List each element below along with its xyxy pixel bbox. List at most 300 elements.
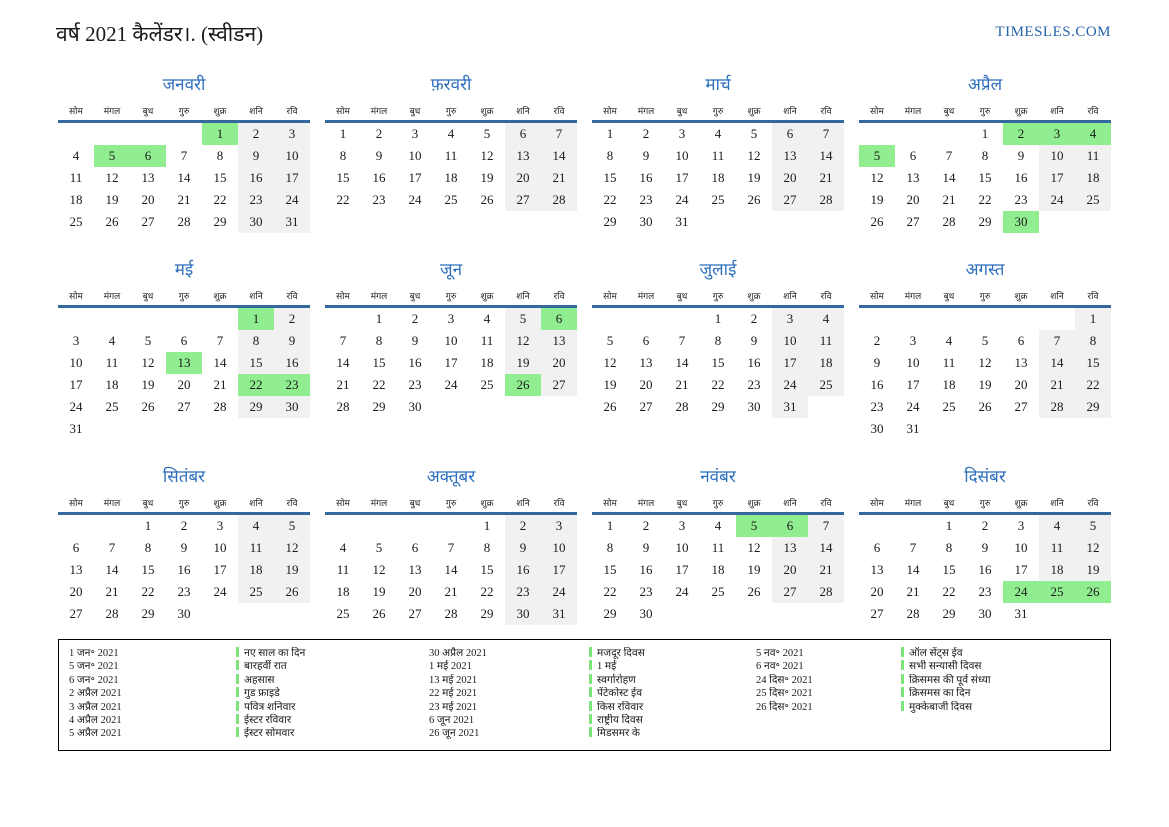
- day-cell: 26: [978, 399, 992, 414]
- day-cell: 13: [408, 562, 422, 577]
- day-cell: 30: [238, 211, 274, 233]
- holiday-marker-icon: [901, 701, 904, 711]
- day-cell: [202, 418, 238, 440]
- day-cell: 10: [274, 145, 310, 167]
- day-cell: 5: [144, 333, 152, 348]
- legend-holiday-name: ईस्टर रविवार: [244, 714, 292, 726]
- day-cell: 10: [1014, 540, 1028, 555]
- day-cell: 6: [130, 145, 166, 167]
- day-cell: 3: [72, 333, 80, 348]
- day-cell: 8: [216, 148, 224, 163]
- month-calendar: [592, 464, 844, 625]
- weekday-header-row: [592, 289, 844, 308]
- month-calendar: [325, 72, 577, 211]
- day-cell: [859, 123, 895, 145]
- day-cell: 25: [1039, 581, 1075, 603]
- day-cell: 23: [747, 377, 761, 392]
- weekday-label: मंगल: [637, 498, 655, 508]
- day-cell: 15: [238, 352, 274, 374]
- day-cell: 20: [408, 584, 422, 599]
- day-cell: 12: [747, 540, 761, 555]
- day-cell: 13: [1014, 355, 1028, 370]
- day-cell: 6: [1017, 333, 1025, 348]
- day-cell: 13: [870, 562, 884, 577]
- day-cell: 7: [945, 148, 953, 163]
- day-cell: [700, 603, 736, 625]
- day-cell: 19: [1075, 559, 1111, 581]
- weekday-label: रवि: [286, 291, 298, 301]
- day-cell: 22: [603, 192, 617, 207]
- weekday-label: बुध: [142, 291, 154, 301]
- legend-date: 6 जन॰ 2021: [69, 674, 119, 686]
- day-cell: 23: [408, 377, 422, 392]
- weekday-label: रवि: [1087, 291, 1099, 301]
- weekday-label: बुध: [142, 498, 154, 508]
- day-cell: 9: [873, 355, 881, 370]
- day-cell: [433, 396, 469, 418]
- weekday-label: मंगल: [370, 106, 388, 116]
- day-cell: [130, 418, 166, 440]
- day-cell: 21: [336, 377, 350, 392]
- legend-holiday-name: अहसास: [244, 674, 275, 686]
- day-cell: [58, 308, 94, 330]
- day-cell: 31: [274, 211, 310, 233]
- day-cell: 19: [978, 377, 992, 392]
- day-cell: 2: [981, 518, 989, 533]
- day-cell: [1039, 418, 1075, 440]
- day-cell: 6: [180, 333, 188, 348]
- day-cell: 10: [906, 355, 920, 370]
- day-cell: 31: [69, 421, 83, 436]
- day-cell: 5: [736, 515, 772, 537]
- weekday-label: मंगल: [904, 498, 922, 508]
- day-cell: 14: [808, 145, 844, 167]
- day-cell: 21: [808, 167, 844, 189]
- day-cell: 8: [483, 540, 491, 555]
- legend-holiday-name: किस रविवार: [597, 701, 644, 713]
- day-cell: 24: [906, 399, 920, 414]
- day-cell: 7: [678, 333, 686, 348]
- day-cell: [94, 418, 130, 440]
- day-cell: 20: [639, 377, 653, 392]
- holiday-marker-icon: [589, 727, 592, 737]
- day-cell: 12: [505, 330, 541, 352]
- weekday-label: सोम: [69, 106, 83, 116]
- legend-date: 23 मई 2021: [429, 701, 478, 713]
- month-title: जुलाई: [699, 260, 737, 279]
- month-calendar: [325, 257, 577, 418]
- day-cell: 13: [639, 355, 653, 370]
- day-cell: 27: [639, 399, 653, 414]
- holiday-marker-icon: [589, 674, 592, 684]
- day-cell: 13: [141, 170, 155, 185]
- day-cell: 28: [808, 189, 844, 211]
- day-cell: [967, 418, 1003, 440]
- weekday-label: बुध: [676, 291, 688, 301]
- day-cell: [664, 603, 700, 625]
- day-cell: 1: [945, 518, 953, 533]
- day-cell: 18: [444, 170, 458, 185]
- day-cell: 30: [177, 606, 191, 621]
- day-cell: 26: [747, 192, 761, 207]
- day-cell: 14: [675, 355, 689, 370]
- day-cell: 31: [541, 603, 577, 625]
- day-cell: 16: [372, 170, 386, 185]
- day-cell: [772, 603, 808, 625]
- day-cell: 5: [483, 126, 491, 141]
- weekday-label: सोम: [870, 106, 884, 116]
- day-cell: 26: [747, 584, 761, 599]
- legend-entry: [901, 687, 1110, 700]
- day-cell: 27: [69, 606, 83, 621]
- day-cell: 8: [144, 540, 152, 555]
- weekday-label: सोम: [603, 106, 617, 116]
- legend-holiday-name: क्रिसमस की पूर्व संध्या: [909, 674, 991, 686]
- day-cell: 4: [483, 311, 491, 326]
- day-cell: 22: [372, 377, 386, 392]
- legend-holiday-name: सभी सन्यासी दिवस: [909, 661, 982, 673]
- day-cell: 12: [978, 355, 992, 370]
- day-cell: 1: [339, 126, 347, 141]
- day-cell: 15: [603, 170, 617, 185]
- day-cell: [1075, 603, 1111, 625]
- day-cell: 13: [772, 145, 808, 167]
- holiday-marker-icon: [236, 660, 239, 670]
- day-cell: 23: [639, 584, 653, 599]
- day-cell: 22: [978, 192, 992, 207]
- weekday-label: शनि: [1050, 498, 1064, 508]
- weekday-label: सोम: [603, 498, 617, 508]
- weekday-label: रवि: [286, 498, 298, 508]
- day-cell: 23: [238, 189, 274, 211]
- day-cell: 13: [541, 330, 577, 352]
- weekday-header-row: [859, 104, 1111, 123]
- day-cell: 31: [1014, 606, 1028, 621]
- day-cell: 22: [141, 584, 155, 599]
- day-cell: [541, 396, 577, 418]
- day-cell: 4: [339, 540, 347, 555]
- weekday-label: शनि: [783, 106, 797, 116]
- day-cell: 19: [480, 170, 494, 185]
- day-cell: 6: [505, 123, 541, 145]
- day-cell: 11: [238, 537, 274, 559]
- brand-link[interactable]: TIMESLES.COM: [995, 24, 1111, 40]
- day-cell: 2: [642, 518, 650, 533]
- day-cell: 25: [444, 192, 458, 207]
- day-cell: 2: [750, 311, 758, 326]
- day-cell: 11: [942, 355, 956, 370]
- legend-holiday-name: ऑल सेंट्स ईव: [909, 648, 963, 659]
- day-cell: 8: [238, 330, 274, 352]
- day-cell: [895, 515, 931, 537]
- day-cell: 23: [274, 374, 310, 396]
- day-cell: [1039, 308, 1075, 330]
- weekday-label: गुरु: [178, 291, 190, 301]
- day-cell: 7: [541, 123, 577, 145]
- day-cell: 8: [606, 148, 614, 163]
- day-cell: 15: [1075, 352, 1111, 374]
- day-cell: [772, 211, 808, 233]
- day-cell: 22: [213, 192, 227, 207]
- legend-holiday-name: राष्ट्रीय दिवस: [597, 714, 643, 726]
- day-cell: 20: [772, 167, 808, 189]
- day-cell: 27: [505, 189, 541, 211]
- day-cell: [94, 123, 130, 145]
- month-days-grid: [592, 308, 844, 418]
- day-cell: 28: [177, 214, 191, 229]
- day-cell: 26: [274, 581, 310, 603]
- legend-name-column: [901, 647, 1110, 741]
- day-cell: [94, 308, 130, 330]
- day-cell: 20: [870, 584, 884, 599]
- day-cell: 30: [978, 606, 992, 621]
- day-cell: 10: [69, 355, 83, 370]
- holiday-marker-icon: [589, 701, 592, 711]
- day-cell: 17: [675, 562, 689, 577]
- day-cell: [166, 308, 202, 330]
- day-cell: [664, 308, 700, 330]
- day-cell: 26: [603, 399, 617, 414]
- day-cell: 7: [339, 333, 347, 348]
- day-cell: 2: [1003, 123, 1039, 145]
- day-cell: 12: [274, 537, 310, 559]
- weekday-header-row: [58, 496, 310, 515]
- day-cell: 27: [408, 606, 422, 621]
- legend-holiday-name: मिडसमर के: [597, 728, 640, 740]
- day-cell: 29: [711, 399, 725, 414]
- holiday-marker-icon: [236, 701, 239, 711]
- legend-entry: [589, 687, 756, 700]
- day-cell: 29: [141, 606, 155, 621]
- legend-holiday-name: ईस्टर सोमवार: [244, 728, 295, 740]
- day-cell: [58, 123, 94, 145]
- day-cell: [130, 308, 166, 330]
- legend-date: 6 जून 2021: [429, 714, 475, 726]
- day-cell: 20: [772, 559, 808, 581]
- day-cell: 12: [141, 355, 155, 370]
- weekday-label: शनि: [249, 106, 263, 116]
- legend-entry: [236, 660, 429, 673]
- day-cell: [1003, 308, 1039, 330]
- day-cell: 17: [274, 167, 310, 189]
- day-cell: 18: [711, 170, 725, 185]
- legend-holiday-name: नए साल का दिन: [244, 648, 306, 659]
- weekday-label: गुरु: [712, 498, 724, 508]
- month-calendar: [859, 464, 1111, 625]
- day-cell: 21: [177, 192, 191, 207]
- day-cell: 29: [238, 396, 274, 418]
- day-cell: 3: [678, 518, 686, 533]
- day-cell: 14: [336, 355, 350, 370]
- legend-entry: [901, 660, 1110, 673]
- legend-date: 1 जन॰ 2021: [69, 648, 119, 659]
- day-cell: 9: [1017, 148, 1025, 163]
- day-cell: 20: [69, 584, 83, 599]
- day-cell: [274, 418, 310, 440]
- day-cell: 24: [274, 189, 310, 211]
- day-cell: 3: [1017, 518, 1025, 533]
- day-cell: 2: [411, 311, 419, 326]
- day-cell: 7: [180, 148, 188, 163]
- day-cell: 27: [772, 189, 808, 211]
- weekday-label: रवि: [1087, 106, 1099, 116]
- day-cell: 16: [639, 170, 653, 185]
- weekday-label: गुरु: [445, 498, 457, 508]
- day-cell: 5: [274, 515, 310, 537]
- weekday-label: शनि: [783, 291, 797, 301]
- day-cell: 7: [447, 540, 455, 555]
- day-cell: 22: [238, 374, 274, 396]
- day-cell: [274, 603, 310, 625]
- day-cell: 15: [213, 170, 227, 185]
- day-cell: 17: [906, 377, 920, 392]
- weekday-label: रवि: [820, 106, 832, 116]
- day-cell: 4: [1039, 515, 1075, 537]
- day-cell: [325, 515, 361, 537]
- day-cell: 24: [213, 584, 227, 599]
- legend-entry: [236, 687, 429, 700]
- month-title: अक्तूबर: [426, 467, 476, 486]
- day-cell: 29: [942, 606, 956, 621]
- day-cell: 6: [909, 148, 917, 163]
- day-cell: 11: [711, 540, 725, 555]
- day-cell: [202, 308, 238, 330]
- weekday-label: सोम: [870, 291, 884, 301]
- day-cell: 5: [981, 333, 989, 348]
- day-cell: 18: [1039, 559, 1075, 581]
- day-cell: 11: [444, 148, 458, 163]
- weekday-label: गुरु: [445, 291, 457, 301]
- weekday-label: शुक्र: [480, 498, 494, 508]
- weekday-label: शनि: [516, 106, 530, 116]
- day-cell: 16: [1014, 170, 1028, 185]
- day-cell: 25: [942, 399, 956, 414]
- day-cell: 19: [603, 377, 617, 392]
- day-cell: [202, 603, 238, 625]
- day-cell: 17: [675, 170, 689, 185]
- holiday-marker-icon: [236, 727, 239, 737]
- day-cell: 9: [642, 540, 650, 555]
- legend-date-column: [429, 647, 589, 741]
- day-cell: 12: [870, 170, 884, 185]
- day-cell: [628, 308, 664, 330]
- weekday-label: गुरु: [979, 498, 991, 508]
- day-cell: 10: [675, 540, 689, 555]
- day-cell: 4: [1075, 123, 1111, 145]
- day-cell: [238, 418, 274, 440]
- weekday-label: गुरु: [178, 498, 190, 508]
- month-calendar: [58, 257, 310, 440]
- month-title: दिसंबर: [964, 467, 1006, 486]
- day-cell: 30: [274, 396, 310, 418]
- legend-entry: [236, 727, 429, 740]
- day-cell: 15: [978, 170, 992, 185]
- day-cell: [895, 308, 931, 330]
- holiday-marker-icon: [589, 687, 592, 697]
- day-cell: 26: [480, 192, 494, 207]
- day-cell: 28: [336, 399, 350, 414]
- day-cell: 10: [408, 148, 422, 163]
- day-cell: 23: [870, 399, 884, 414]
- day-cell: 25: [808, 374, 844, 396]
- day-cell: 16: [747, 355, 761, 370]
- day-cell: 3: [909, 333, 917, 348]
- day-cell: [433, 515, 469, 537]
- day-cell: 1: [202, 123, 238, 145]
- day-cell: 21: [541, 167, 577, 189]
- day-cell: 11: [480, 333, 494, 348]
- month-days-grid: [325, 123, 577, 211]
- legend-holiday-name: गुड फ्राइडे: [244, 688, 280, 700]
- weekday-header-row: [325, 496, 577, 515]
- weekday-label: गुरु: [445, 106, 457, 116]
- weekday-label: सोम: [603, 291, 617, 301]
- weekday-label: बुध: [409, 498, 421, 508]
- month-calendar: [859, 72, 1111, 233]
- day-cell: [94, 515, 130, 537]
- month-days-grid: [859, 123, 1111, 233]
- holiday-marker-icon: [589, 714, 592, 724]
- day-cell: 10: [772, 330, 808, 352]
- day-cell: 14: [177, 170, 191, 185]
- day-cell: 26: [1075, 581, 1111, 603]
- weekday-label: मंगल: [904, 106, 922, 116]
- day-cell: 6: [772, 123, 808, 145]
- month-title: जून: [439, 260, 463, 279]
- day-cell: 14: [808, 537, 844, 559]
- day-cell: 11: [1075, 145, 1111, 167]
- day-cell: 31: [772, 396, 808, 418]
- weekday-label: रवि: [553, 106, 565, 116]
- day-cell: 11: [69, 170, 83, 185]
- day-cell: [736, 603, 772, 625]
- day-cell: 19: [870, 192, 884, 207]
- day-cell: 30: [408, 399, 422, 414]
- day-cell: 12: [603, 355, 617, 370]
- day-cell: 5: [1075, 515, 1111, 537]
- day-cell: 3: [541, 515, 577, 537]
- day-cell: [1039, 603, 1075, 625]
- month-title: सितंबर: [162, 467, 206, 486]
- day-cell: 17: [213, 562, 227, 577]
- day-cell: 4: [714, 126, 722, 141]
- day-cell: [592, 308, 628, 330]
- day-cell: [58, 515, 94, 537]
- day-cell: 16: [978, 562, 992, 577]
- day-cell: 1: [981, 126, 989, 141]
- legend-entry: [901, 647, 1110, 660]
- legend-entry: [236, 701, 429, 714]
- day-cell: 15: [336, 170, 350, 185]
- day-cell: 25: [1075, 189, 1111, 211]
- day-cell: 26: [372, 606, 386, 621]
- weekday-label: सोम: [336, 106, 350, 116]
- legend-date: 5 नव॰ 2021: [756, 648, 804, 659]
- legend-date: 30 अप्रैल 2021: [429, 648, 487, 659]
- day-cell: 23: [639, 192, 653, 207]
- month-calendar: [859, 257, 1111, 440]
- day-cell: 31: [675, 214, 689, 229]
- month-days-grid: [325, 308, 577, 418]
- day-cell: 9: [411, 333, 419, 348]
- day-cell: 3: [274, 123, 310, 145]
- month-title: फ़रवरी: [430, 75, 472, 94]
- weekday-header-row: [58, 289, 310, 308]
- day-cell: 6: [541, 308, 577, 330]
- day-cell: 27: [177, 399, 191, 414]
- day-cell: 4: [108, 333, 116, 348]
- day-cell: 4: [447, 126, 455, 141]
